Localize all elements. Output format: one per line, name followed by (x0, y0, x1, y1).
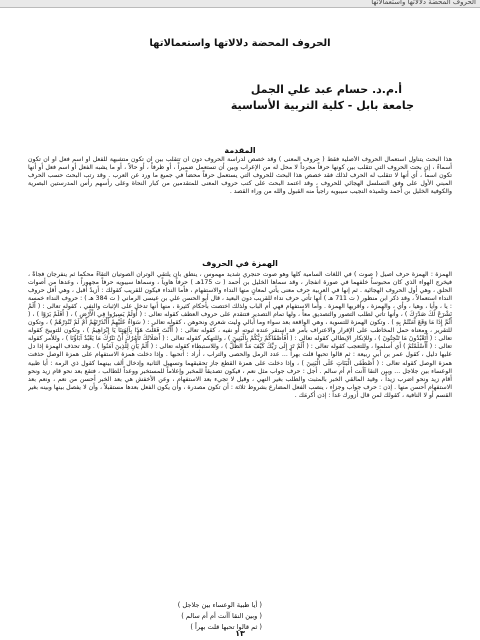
running-header-text: الحروف المحضة دلالاتها واستعمالاتها (371, 0, 476, 6)
article-affiliation: جامعة بابل - كلية التربية الأساسية (230, 99, 414, 112)
running-header-bar (0, 0, 480, 8)
chapter-heading: الهمزة في الحروف (202, 259, 278, 268)
article-author: أ.م.د. حسام عبد علي الجمل (250, 83, 402, 96)
verse-line: ( أيا ظبية الوعساء بين جلاجل ) (177, 601, 262, 609)
page-number: ١٣ (235, 629, 245, 638)
verse-line: ( ثم قالوا تحبها قلت بهراً ) (190, 623, 262, 631)
article-title: الحروف المحضة دلالاتها واستعمالاتها (149, 38, 331, 49)
intro-paragraph: هذا البحث يتناول استعمال الحروف الأصلية فقط ( حروف المعنى ) وقد خصص لدراسة الحروف دون أن تتقلب بين أن تكون متشبهة للفعل أو اسم فعل أو أن تكون أسماءً ، إن بحث الحروف التي تتقلب بين كونها حرفاً مجرداً لا محل له من الإعراب وبين أن تستعمل ضميراً ، أو ظرفاً ، أو حالاً ، أو ما يشبه الفعل أو اسم فعل أو أنها تكون اسماً ، أي أنها لا تتقلب له الحرف لذلك فقد خصص هذا البحث للحروف التي يستعمل حرفاً محضاً في جميع ما ورد عن العرب . وقد رتب البحث حسب الحرف المبني الأول على وفق التسلسل الهجائي للحروف ، وقد اعتمد البحث على كتب حروف المعنى للمتقدمين من كبار النحاة وعلى رأسهم رأس المدرستين البصرية والكوفية الخليل بن أحمد وتلميذه النجيب سيبويه راجياً منه القبول والله من وراء القصد . (28, 156, 452, 196)
intro-heading: المقدمة (224, 146, 256, 155)
chapter-body: الهمزة : الهمزة حرف أصيل ( صوت ) في اللغات السامية كلها وهو صوت حنجري شديد مهموس ، ينطق بأن يلتقي الوتران الصوتيان التقاءً محكماً ثم ينفرجان فجأةً ، فيخرج الهواء الذي كان محبوساً خلفهما في صورة انفجار ، وقد سماها الخليل بن أحمد ( ت 175هـ ) حرفاً هاوياً ، وسماها سيبويه حرفاً مجهوراً ، وعدها من أصوات الحلق ، وهي أول الحروف الهجائية . ثم إنها في العربية حرف معنى يأتي لمعانٍ منها النداء والاستفهام ، فأما النداء فيكون للقريب كقولك : أزيدُ أقبل ، وهي أقل حروف النداء استعمالاً ، وقد ذكر ابن منظور ( ت 711 هـ ) أنها تأتي حرف نداء للقريب دون البعيد ، قال أبو الحسن علي بن عيسى الرماني ( ت 384 هـ ) : حروف النداء خمسة : يا ، وأيا ، وهيا ، وأي ، والهمزة ، وأقربها الهمزة . وأما الاستفهام فهي أم الباب ولذلك اختصت بأحكام كثيرة ، منها أنها تدخل على الإثبات والنفي ، كقوله تعالى : ( أَلَمْ نَشْرَحْ لَكَ صَدْرَكَ ) ، وأنها تأتي لطلب التصور والتصديق معاً ، ولها تمام التصدير فتتقدم على حروف العطف كقوله تعالى : ( أَوَلَمْ يَسِيرُوا فِي الْأَرْضِ ) ، ( أَفَلَمْ يَرَوْا ) ، ( أَثُمَّ إِذَا مَا وَقَعَ آمَنْتُمْ بِهِ ) . وتكون الهمزة للتسوية ، وهي الواقعة بعد سواء وما أبالي وليت شعري ونحوهن ، كقوله تعالى : ( سَوَاءٌ عَلَيْهِمْ أَأَنْذَرْتَهُمْ أَمْ لَمْ تُنْذِرْهُمْ ) ، وتكون للتقرير ، ومعناه حمل المخاطب على الإقرار والاعتراف بأمر قد استقر عنده ثبوته أو نفيه ، كقوله تعالى : ( أَأَنْتَ فَعَلْتَ هَذَا بِآلِهَتِنَا يَا إِبْرَاهِيمُ ) ، وتكون للتوبيخ كقوله تعالى : ( أَتَعْبُدُونَ مَا تَنْحِتُونَ ) ، وللإنكار الإبطالي كقوله تعالى : ( أَفَأَصْفَاكُمْ رَبُّكُمْ بِالْبَنِينَ ) ، وللتهكم كقوله تعالى : ( أَصَلَاتُكَ تَأْمُرُكَ أَنْ نَتْرُكَ مَا يَعْبُدُ آبَاؤُنَا ) ، وللأمر كقوله تعالى : ( أَأَسْلَمْتُمْ ) أي أسلموا ، وللتعجب كقوله تعالى : ( أَلَمْ تَرَ إِلَى رَبِّكَ كَيْفَ مَدَّ الظِّلَّ ) ، وللاستبطاء كقوله تعالى : ( أَلَمْ يَأْنِ لِلَّذِينَ آمَنُوا ) . وقد تحذف الهمزة إذا دل عليها دليل ، كقول عمر بن أبي ربيعة : ثم قالوا تحبها قلت بهراً ... عدد الرمل والحصى والتراب ، أراد : أتحبها . وإذا دخلت همزة الاستفهام على همزة الوصل حذفت همزة الوصل كقوله تعالى : ( أَصْطَفَى الْبَنَاتِ عَلَى الْبَنِينَ ) ، وإذا دخلت على همزة القطع جاز تحقيقهما وتسهيل الثانية وإدخال ألف بينهما كقول ذي الرمة : أيا ظبية الوعساء بين جلاجل ... وبين النقا آأنت أم أم سالم . أجل : حرف جواب مثل نعم ، فيكون تصديقاً للمخبر وإعلاماً للمستخبر ووعداً للطالب ، فتقع بعد نحو قام زيد ونحو أقام زيد ونحو اضرب زيداً ، وقيد المالقي الخبر بالمثبت والطلب بغير النهي ، وقيل لا تجيء بعد الاستفهام ، وعن الأخفش هي بعد الخبر أحسن من نعم ، ونعم بعد الاستفهام أحسن منها . إذن : حرف جواب وجزاء ، ينصب الفعل المضارع بشروط ثلاثة : أن تكون مصدرة ، وأن يكون الفعل بعدها مستقبلاً ، وأن لا يفصل بينها وبينه بغير القسم أو لا النافية ، كقولك لمن قال أزورك غداً : إذن أكرمَك . (28, 271, 452, 399)
verse-line: ( وبين النقا آأنت أم أم سالم ) (181, 612, 262, 620)
